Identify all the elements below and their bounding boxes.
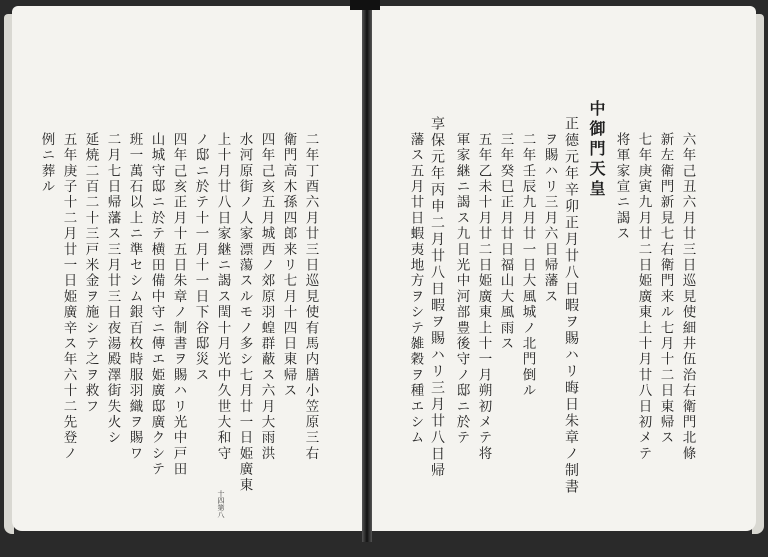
- left-page: [12, 6, 364, 531]
- text-column: 三年癸巳正月廿日福山大風雨ス: [497, 132, 514, 352]
- text-column: 山城守邸ニ於テ横田備中守ニ傳エ姫廣邸廣クシテ: [148, 132, 165, 478]
- text-column: 藩ス五月廿日蝦夷地方ヲシテ雑穀ヲ種エシム: [407, 132, 424, 446]
- text-column: 六年己丑六月廿三日巡見使細井伍治右衛門北條: [679, 132, 696, 462]
- text-column: 延焼二百二十三戸米金ヲ施シテ之ヲ救フ: [82, 132, 99, 415]
- text-column: 将軍家宣ニ謁ス: [613, 132, 630, 242]
- text-column: 新左衛門新見七右衛門来ル七月十二日東帰ス: [657, 132, 674, 446]
- text-column: 例ニ葬ル: [38, 132, 55, 195]
- book-gutter: [362, 2, 372, 542]
- binding-clip: [350, 0, 380, 10]
- text-column: 四年己亥五月城西ノ郊原羽蝗群蔽ス六月大雨洪: [258, 132, 275, 462]
- text-column: 二月七日帰藩ス三月廿三日夜湯殿澤街失火シ: [104, 132, 121, 446]
- text-column: 二年壬辰九月廿一日大風城ノ北門倒ル: [519, 132, 536, 399]
- text-column: 七年庚寅九月廿二日姫廣東上十月廿八日初メテ: [635, 132, 652, 462]
- text-column: 正德元年辛卯正月廿八日暇ヲ賜ハリ晦日朱章ノ制書: [563, 116, 579, 496]
- text-column: 班一萬石以上ニ準セシム銀百枚時服羽織ヲ賜ワ: [126, 132, 143, 462]
- text-column: 五年庚子十二月廿一日姫廣辛ス年六十二先登ノ: [60, 132, 77, 462]
- text-column: 享保元年丙申二月廿八日暇ヲ賜ハリ三月廿八日帰: [429, 116, 445, 479]
- text-column: 水河原街ノ人家漂蕩スルモノ多シ七月廿一日姫廣東: [236, 132, 253, 494]
- text-column: 衛門高木孫四郎来リ七月十四日東帰ス: [280, 132, 297, 399]
- emperor-heading: 中御門天皇: [587, 100, 606, 200]
- text-column: 上十月廿八日家継ニ謁ス閏十月光中久世大和守: [214, 132, 231, 462]
- text-column: 軍家継ニ謁ス九日光中河部豊後守ノ邸ニ於テ: [453, 132, 470, 446]
- text-column: ヲ賜ハリ三月六日帰藩ス: [541, 132, 558, 305]
- text-column: 二年丁酉六月廿三日巡見使有馬内膳小笠原三右: [302, 132, 319, 462]
- text-column: ノ邸ニ於テ十一月十一日下谷邸災ス: [192, 132, 209, 384]
- text-column: 四年己亥正月十五日朱章ノ制書ヲ賜ハリ光中戸田: [170, 132, 187, 478]
- text-column: 五年乙未十月廿二日姫廣東上十一月朔初メテ将: [475, 132, 492, 462]
- right-page: [369, 6, 756, 531]
- page-foliation: 十四第八: [217, 490, 225, 518]
